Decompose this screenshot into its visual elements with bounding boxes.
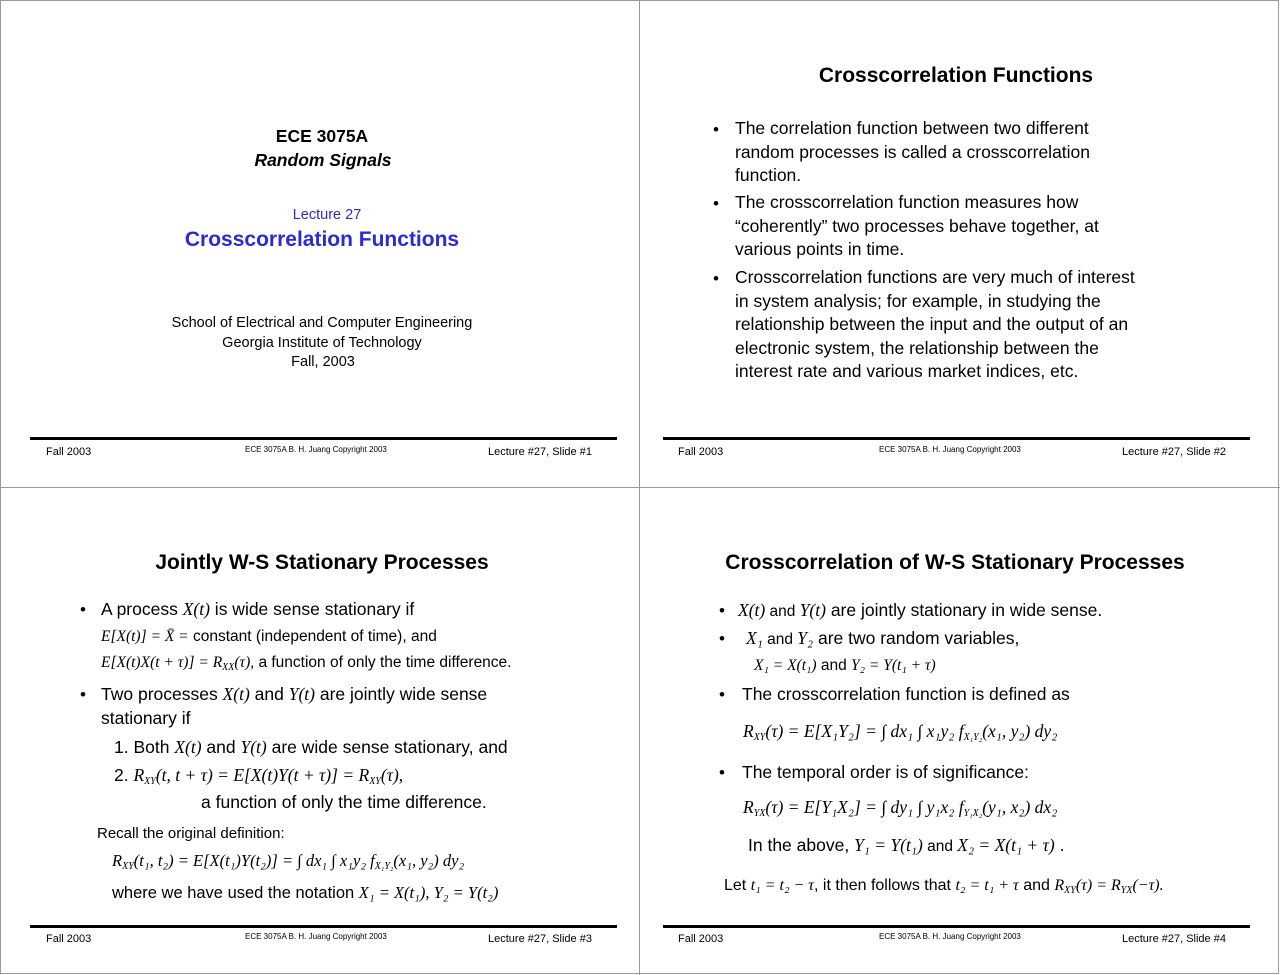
bullet-icon: • — [719, 763, 725, 782]
footer-left: Fall 2003 — [46, 933, 92, 945]
footer-left: Fall 2003 — [46, 446, 92, 458]
condition-1-text: are wide sense stationary, and — [266, 737, 508, 757]
footer-copyright: ECE 3075A B. H. Juang Copyright 2003 — [245, 445, 387, 454]
footer-copyright: ECE 3075A B. H. Juang Copyright 2003 — [879, 445, 1021, 454]
math-subscript: XY — [753, 732, 766, 743]
bullet-4: The temporal order is of significance: — [742, 762, 1029, 782]
equation-autocorrelation — [101, 654, 511, 673]
bullet-1-line-1: The correlation function between two different — [735, 118, 1089, 138]
math-subscript: YX — [753, 808, 766, 819]
math-mean: E[X(t)] = X̄ = — [101, 628, 189, 645]
bullet-1 — [738, 599, 1102, 624]
math-crosscorr: (t, t + τ) = E[X(t)Y(t + τ)] = R — [155, 765, 370, 785]
recall-label: Recall the original definition: — [97, 825, 285, 842]
math-x-t: X(t) — [222, 684, 250, 704]
math-y-t: Y(t) — [240, 737, 267, 757]
slide-2-title: Crosscorrelation Functions — [818, 64, 1094, 87]
condition-2-line-2: a function of only the time difference. — [201, 792, 487, 812]
math-x-t: X(t) — [182, 599, 210, 619]
math-ryx: (τ) = E[Y₁X₂] = ∫ dy₁ ∫ y₁x₂ f — [765, 797, 964, 817]
math-subscript: XY — [1064, 885, 1076, 896]
term: Fall, 2003 — [291, 354, 355, 370]
bullet-1 — [101, 598, 414, 622]
bullet-1 — [735, 117, 1090, 188]
equation-mean-text: constant (independent of time), and — [188, 628, 437, 645]
equation-rxy — [743, 721, 1057, 743]
course-code: ECE 3075A — [275, 126, 369, 146]
math-y-t: Y(t) — [288, 684, 315, 704]
equation-definition — [112, 851, 464, 872]
math-r: R — [112, 851, 123, 870]
bullet-2-and: and — [249, 684, 289, 704]
bullet-3-line-5: interest rate and various market indices, etc. — [735, 361, 1079, 381]
math-rxy: (τ) = E[X₁Y₂] = ∫ dx₁ ∫ x₁y₂ f — [765, 721, 964, 741]
bullet-1-line-2: random processes is called a crosscorrelation — [735, 141, 1091, 162]
footer-copyright: ECE 3075A B. H. Juang Copyright 2003 — [879, 932, 1021, 941]
condition-1 — [114, 736, 508, 760]
math-definition: (t₁, t₂) = E[X(t₁)Y(t₂)] = ∫ dx₁ ∫ x₁y₂ f — [133, 851, 375, 870]
notation-text: where we have used the notation — [112, 884, 359, 902]
math-rxy-end: (x₁, y₂) dy₂ — [982, 721, 1058, 741]
conclusion-line — [724, 877, 1164, 896]
footer-rule — [30, 925, 617, 928]
bullet-2-line-1: The crosscorrelation function measures how — [735, 192, 1079, 212]
bullet-2-line-3: various points in time. — [735, 239, 905, 259]
math-x2-def: X₂ = X(t₁ + τ) — [957, 835, 1055, 855]
institute-name: Georgia Institute of Technology — [222, 335, 422, 351]
above-note-end: . — [1054, 835, 1065, 855]
bullet-2-line-2: stationary if — [101, 707, 191, 728]
bullet-2-line-2: “coherently” two processes behave together, at — [735, 215, 1099, 236]
bullet-1-text: are jointly stationary in wide sense. — [825, 600, 1103, 620]
math-x1-def: X₁ = X(t₁) — [754, 657, 817, 674]
footer-slide-number: Lecture #27, Slide #4 — [1122, 933, 1226, 945]
bullet-1-line-3: function. — [735, 165, 802, 185]
footer-rule — [663, 437, 1250, 440]
bullet-3: The crosscorrelation function is defined as — [742, 684, 1070, 704]
equation-autocorr-text: a function of only the time difference. — [254, 654, 512, 671]
equation-mean — [101, 628, 437, 646]
math-y2-def: Y₂ = Y(t₁ + τ) — [851, 657, 936, 674]
math-x-t: X(t) — [174, 737, 202, 757]
bullet-2-text-end: are jointly wide sense — [314, 684, 488, 704]
footer-slide-number: Lecture #27, Slide #1 — [488, 446, 592, 458]
bullet-2-text: are two random variables, — [813, 628, 1020, 648]
bullet-3-line-4: electronic system, the relationship between the — [735, 337, 1099, 358]
bullet-3-line-3: relationship between the input and the output of an — [735, 314, 1129, 334]
math-subscript: YX — [1120, 885, 1133, 896]
condition-2-label: 2. — [114, 765, 134, 785]
footer-rule — [663, 925, 1250, 928]
math-x-t: X(t) — [738, 600, 766, 620]
bullet-icon: • — [713, 269, 719, 288]
math-subscript: X₁Y₂ — [374, 861, 394, 872]
slide-1 — [0, 0, 640, 487]
bullet-icon: • — [713, 194, 719, 213]
condition-1-and: and — [201, 737, 241, 757]
math-subscript: XY — [144, 776, 156, 787]
condition-1-label: 1. Both — [114, 737, 175, 757]
bullet-2-text: Two processes — [101, 684, 223, 704]
bullet-2 — [735, 191, 1099, 262]
bullet-2 — [746, 627, 1019, 652]
above-note — [748, 834, 1064, 859]
math-subscript: XY — [122, 861, 134, 872]
math-crosscorr-end: (τ), — [380, 765, 404, 785]
footer-left: Fall 2003 — [678, 933, 724, 945]
math-subscript: XY — [369, 776, 381, 787]
math-y1-def: Y₁ = Y(t₁) — [854, 835, 923, 855]
course-name: Random Signals — [254, 150, 392, 170]
bullet-icon: • — [713, 120, 719, 139]
slide-4 — [640, 487, 1280, 974]
bullet-3-line-2: in system analysis; for example, in studying the — [735, 290, 1101, 311]
math-r: R — [743, 721, 754, 741]
footer-slide-number: Lecture #27, Slide #3 — [488, 933, 592, 945]
footer-copyright: ECE 3075A B. H. Juang Copyright 2003 — [245, 932, 387, 941]
equation-ryx — [743, 797, 1057, 819]
conclusion-and: and — [1018, 877, 1055, 894]
school-name: School of Electrical and Computer Engineering — [171, 315, 473, 331]
bullet-3-line-1: Crosscorrelation functions are very much of interest — [735, 267, 1135, 287]
bullet-1-text: A process — [101, 599, 183, 619]
above-note-text: In the above, — [748, 835, 855, 855]
bullet-icon: • — [719, 629, 725, 648]
math-t1: t₁ = t₂ − τ — [750, 877, 815, 894]
conclusion-let: Let — [724, 877, 751, 894]
condition-2 — [114, 764, 403, 794]
math-subscript: Y₁X₂ — [963, 808, 983, 819]
slide-2 — [640, 0, 1280, 487]
bullet-3 — [735, 266, 1135, 384]
bullet-2 — [101, 683, 487, 730]
math-autocorr: E[X(t)X(t + τ)] = R — [101, 654, 223, 671]
bullet-icon: • — [80, 685, 86, 704]
math-r: R — [1054, 877, 1065, 894]
slide-1-title: Crosscorrelation Functions — [184, 228, 460, 251]
bullet-icon: • — [719, 601, 725, 620]
bullet-2-and: and — [762, 631, 798, 648]
slide-3 — [0, 487, 640, 974]
footer-rule — [30, 437, 617, 440]
footer-left: Fall 2003 — [678, 446, 724, 458]
math-r: R — [133, 765, 145, 785]
math-y2: Y₂ — [797, 628, 814, 648]
conclusion-text: , it then follows that — [814, 877, 956, 894]
slide-4-title: Crosscorrelation of W-S Stationary Processes — [725, 551, 1185, 574]
above-note-and: and — [922, 838, 958, 855]
math-notation: X₁ = X(t₁), Y₂ = Y(t₂) — [358, 883, 499, 902]
bullet-icon: • — [80, 600, 86, 619]
footer-slide-number: Lecture #27, Slide #2 — [1122, 446, 1226, 458]
bullet-1-text-end: is wide sense stationary if — [209, 599, 415, 619]
bullet-icon: • — [719, 685, 725, 704]
math-r: R — [743, 797, 754, 817]
math-subscript: XX — [222, 662, 235, 673]
math-autocorr-end: (τ), — [234, 654, 255, 671]
definitions-and: and — [816, 657, 852, 674]
slide-3-title: Jointly W-S Stationary Processes — [155, 551, 489, 574]
math-symmetry: (τ) = R — [1075, 877, 1121, 894]
math-definition-end: (x₁, y₂) dy₂ — [393, 851, 465, 870]
bullet-1-and: and — [765, 603, 800, 620]
math-ryx-end: (y₁, x₂) dx₂ — [982, 797, 1058, 817]
math-subscript: X₁Y₂ — [963, 732, 983, 743]
notation-line — [112, 883, 498, 903]
math-t2: t₂ = t₁ + τ — [955, 877, 1019, 894]
math-x1: X₁ — [746, 628, 763, 648]
random-variable-definitions — [754, 657, 936, 675]
lecture-number: Lecture 27 — [292, 207, 362, 223]
math-y-t: Y(t) — [799, 600, 826, 620]
math-symmetry-end: (−τ). — [1132, 877, 1164, 894]
